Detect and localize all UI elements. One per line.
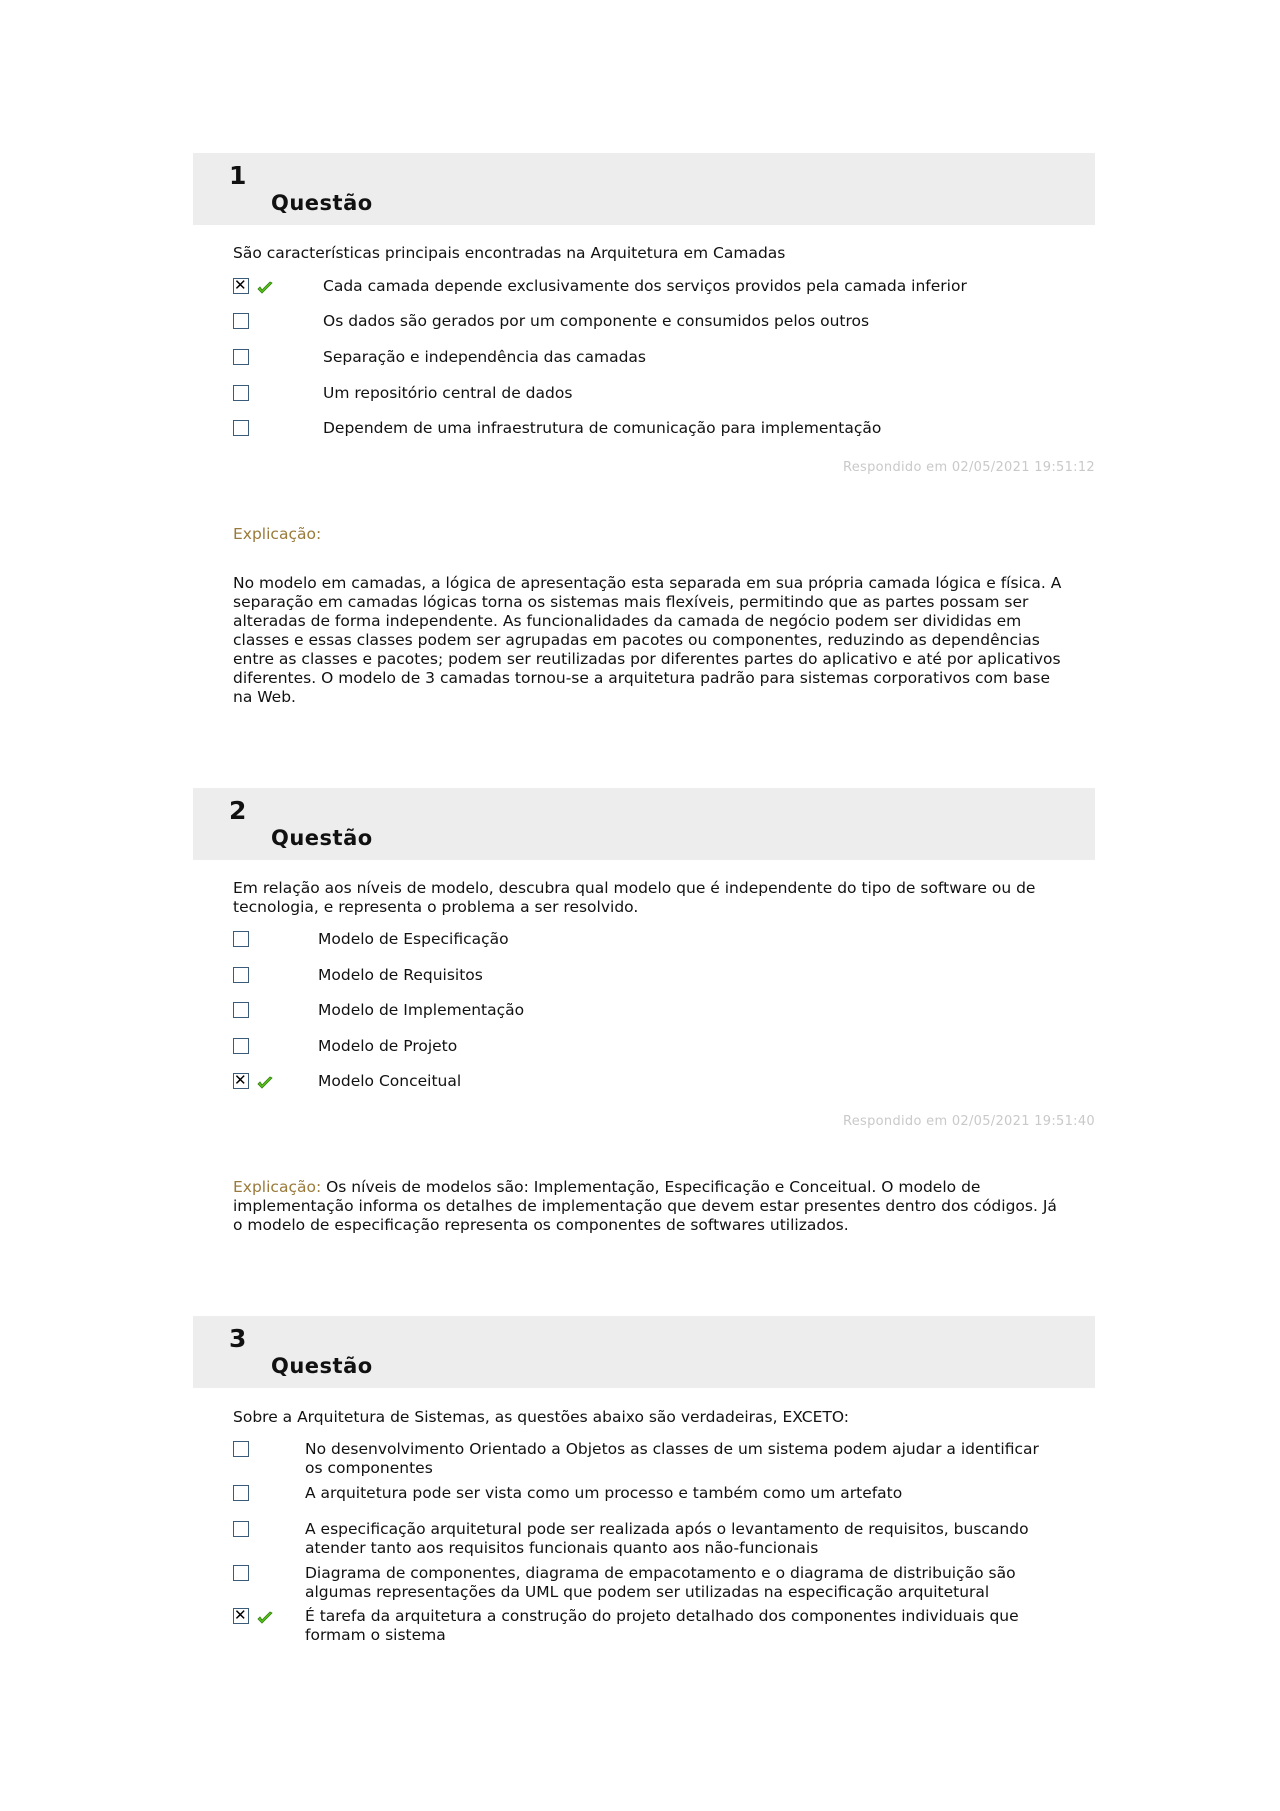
- option-label: Modelo de Requisitos: [318, 966, 483, 984]
- q1-option-5[interactable]: [233, 420, 1113, 456]
- question-title: Questão: [271, 1354, 373, 1378]
- option-label: Dependem de uma infraestrutura de comunicação para implementação: [323, 419, 882, 437]
- q3-option-3[interactable]: [233, 1521, 1113, 1561]
- q2-option-5[interactable]: [233, 1073, 1113, 1109]
- q1-option-2[interactable]: [233, 313, 1113, 349]
- option-label: Os dados são gerados por um componente e consumidos pelos outros: [323, 312, 870, 330]
- checkbox-checked[interactable]: [233, 1608, 249, 1624]
- option-label: Diagrama de componentes, diagrama de empacotamento e o diagrama de distribuição são algumas representações da UML que podem ser utilizadas na especificação arquitetural: [305, 1564, 1016, 1601]
- checkbox-checked[interactable]: [233, 278, 249, 294]
- checkbox[interactable]: [233, 931, 249, 947]
- question-2-prompt: Em relação aos níveis de modelo, descubra qual modelo que é independente do tipo de software ou de tecnologia, e representa o problema a ser resolvido.: [233, 879, 1036, 916]
- answered-timestamp: Respondido em 02/05/2021 19:51:12: [842, 460, 1095, 475]
- checkbox[interactable]: [233, 420, 249, 436]
- question-title: Questão: [271, 191, 373, 215]
- q3-option-2[interactable]: [233, 1485, 1113, 1521]
- explanation-text: No modelo em camadas, a lógica de apresentação esta separada em sua própria camada lógica e física. A separação em camadas lógicas torna os sistemas mais flexíveis, permitindo que as partes possam ser alteradas de forma independente. As funcionalidades da camada de negócio podem ser divididas em classes e essas classes podem ser agrupadas em pacotes ou componentes, reduzindo as dependências entre as classes e pacotes; podem ser reutilizadas por diferentes partes do aplicativo e até por aplicativos diferentes. O modelo de 3 camadas tornou-se a arquitetura padrão para sistemas corporativos com base na Web.: [233, 574, 1062, 706]
- question-number: 3: [229, 1324, 247, 1353]
- option-label: É tarefa da arquitetura a construção do projeto detalhado dos componentes individuais que formam o sistema: [305, 1607, 1019, 1644]
- question-3-header: [193, 1316, 1095, 1388]
- option-label: A especificação arquitetural pode ser realizada após o levantamento de requisitos, buscando atender tanto aos requisitos funcionais quanto aos não-funcionais: [305, 1520, 1029, 1557]
- q2-option-1[interactable]: [233, 931, 1113, 967]
- checkbox[interactable]: [233, 1441, 249, 1457]
- question-3-prompt: Sobre a Arquitetura de Sistemas, as questões abaixo são verdadeiras, EXCETO:: [233, 1408, 849, 1426]
- checkbox[interactable]: [233, 1565, 249, 1581]
- option-label: Um repositório central de dados: [323, 384, 573, 402]
- option-label: Modelo de Implementação: [318, 1001, 525, 1019]
- question-title: Questão: [271, 826, 373, 850]
- checkbox[interactable]: [233, 313, 249, 329]
- option-label: A arquitetura pode ser vista como um processo e também como um artefato: [305, 1484, 903, 1502]
- question-number: 1: [229, 161, 247, 190]
- checkbox[interactable]: [233, 1002, 249, 1018]
- question-2-header: [193, 788, 1095, 860]
- option-label: No desenvolvimento Orientado a Objetos as classes de um sistema podem ajudar a identificar os componentes: [305, 1440, 1039, 1477]
- q3-option-5[interactable]: [233, 1608, 1113, 1648]
- q3-option-4[interactable]: [233, 1565, 1113, 1605]
- checkbox[interactable]: [233, 1485, 249, 1501]
- q2-option-4[interactable]: [233, 1038, 1113, 1074]
- checkbox[interactable]: [233, 1521, 249, 1537]
- checkbox[interactable]: [233, 967, 249, 983]
- checkbox[interactable]: [233, 385, 249, 401]
- q3-option-1[interactable]: [233, 1441, 1113, 1481]
- q1-option-1[interactable]: [233, 278, 1113, 314]
- q1-option-3[interactable]: [233, 349, 1113, 385]
- checkbox-checked[interactable]: [233, 1073, 249, 1089]
- checkbox[interactable]: [233, 349, 249, 365]
- question-1-prompt: São características principais encontradas na Arquitetura em Camadas: [233, 244, 786, 262]
- q1-option-4[interactable]: [233, 385, 1113, 421]
- q2-option-3[interactable]: [233, 1002, 1113, 1038]
- q2-option-2[interactable]: [233, 967, 1113, 1003]
- checkmark-icon: [257, 1076, 273, 1090]
- checkbox[interactable]: [233, 1038, 249, 1054]
- checkmark-icon: [257, 1611, 273, 1625]
- explanation-body: Os níveis de modelos são: Implementação, Especificação e Conceitual. O modelo de implementação informa os detalhes de implementação que devem estar presentes dentro dos códigos. Já o modelo de especificação representa os componentes de softwares utilizados.: [233, 1178, 1057, 1234]
- option-label: Modelo de Especificação: [318, 930, 509, 948]
- explanation-label: Explicação:: [233, 1178, 322, 1196]
- question-1-header: [193, 153, 1095, 225]
- option-label: Cada camada depende exclusivamente dos serviços providos pela camada inferior: [323, 277, 967, 295]
- option-label: Modelo de Projeto: [318, 1037, 458, 1055]
- explanation-text: [233, 1178, 1063, 1235]
- answered-timestamp: Respondido em 02/05/2021 19:51:40: [842, 1114, 1095, 1129]
- question-number: 2: [229, 796, 247, 825]
- option-label: Separação e independência das camadas: [323, 348, 647, 366]
- option-label: Modelo Conceitual: [318, 1072, 462, 1090]
- explanation-label: Explicação:: [233, 525, 322, 543]
- checkmark-icon: [257, 281, 273, 295]
